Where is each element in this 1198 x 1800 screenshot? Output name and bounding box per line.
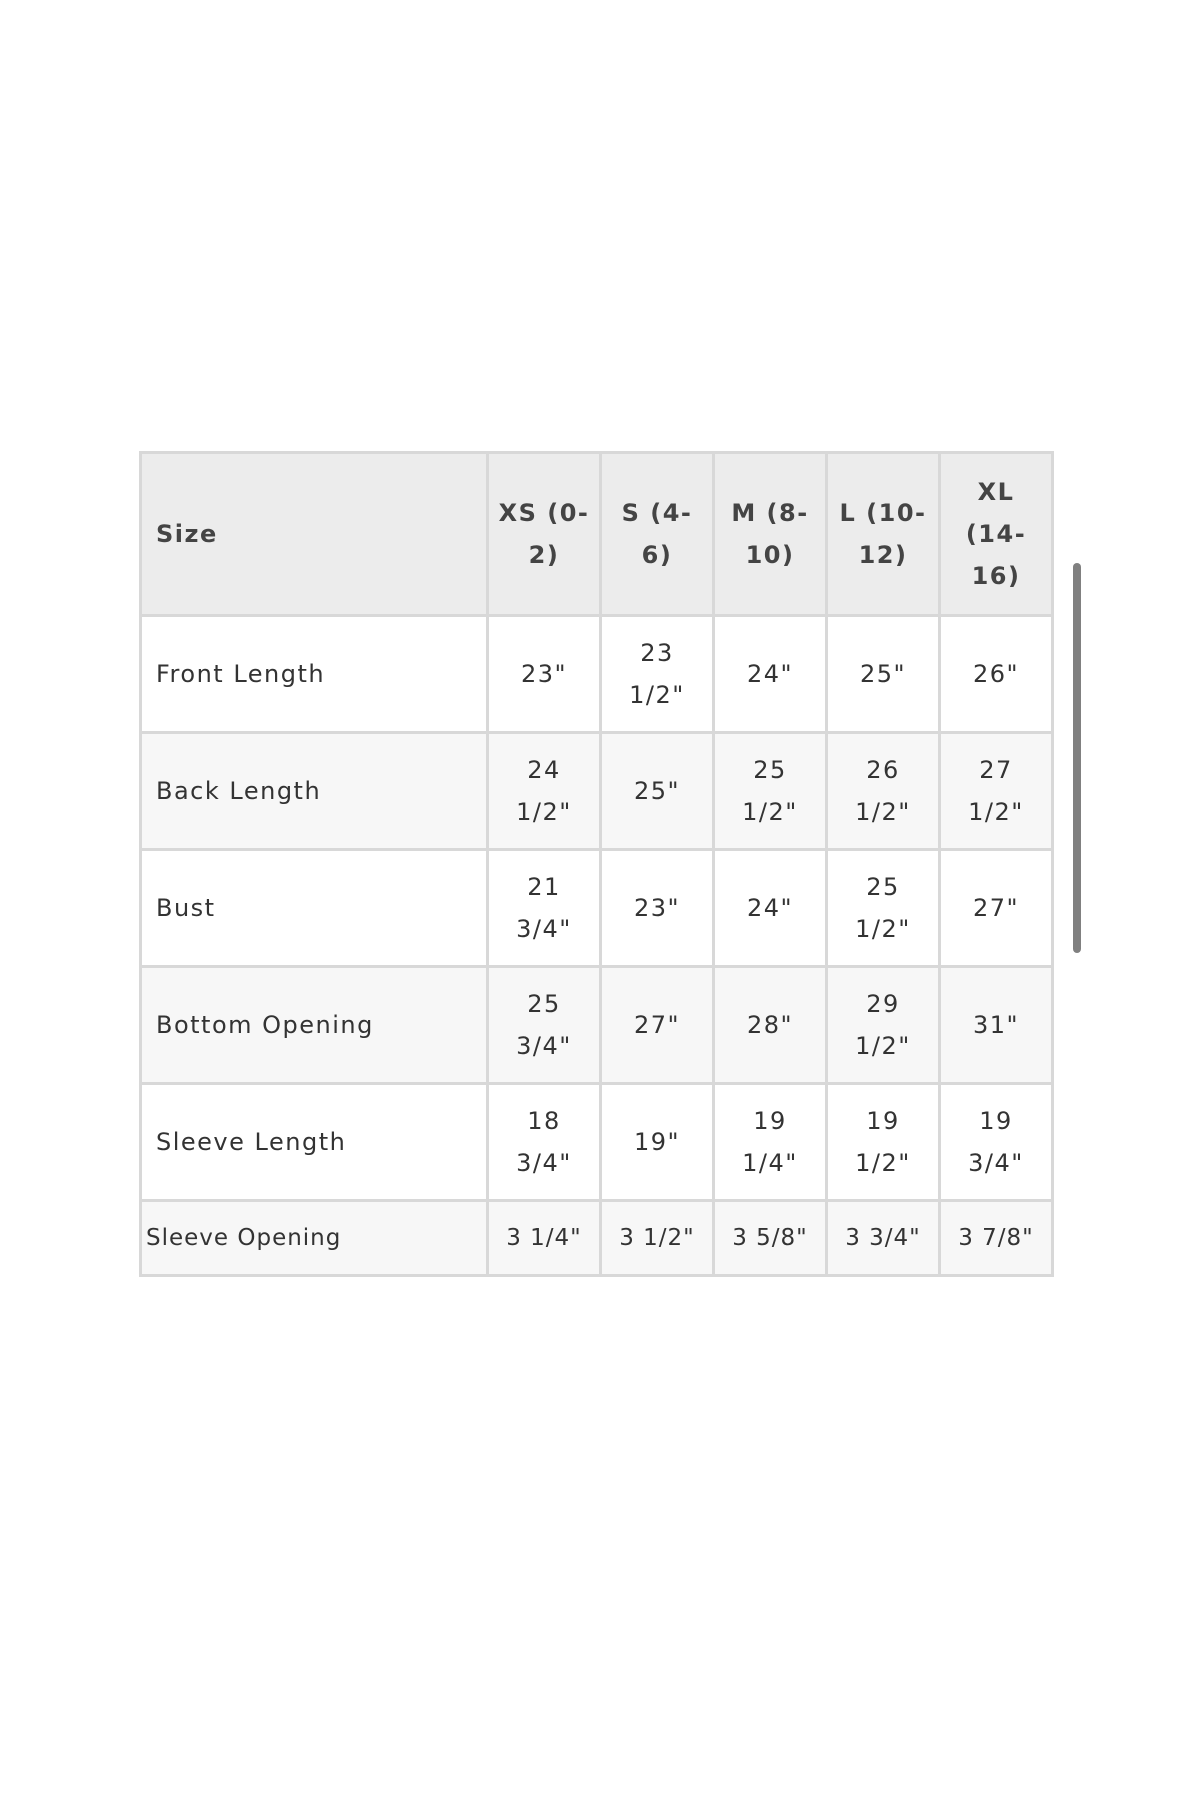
cell-value: 25 3/4" [488, 967, 601, 1084]
table-row [141, 850, 1053, 967]
cell-value: 27" [940, 850, 1053, 967]
cell-value: 23" [601, 850, 714, 967]
cell-value: 27" [601, 967, 714, 1084]
cell-value: 28" [714, 967, 827, 1084]
size-chart-container [139, 451, 1051, 1273]
cell-value: 27 1/2" [940, 733, 1053, 850]
cell-value: 25" [601, 733, 714, 850]
table-row [141, 616, 1053, 733]
cell-value: 31" [940, 967, 1053, 1084]
table-row [141, 1201, 1053, 1276]
cell-value: 24" [714, 616, 827, 733]
cell-value: 25 1/2" [827, 850, 940, 967]
row-label-sleeve-length: Sleeve Length [141, 1084, 488, 1201]
cell-value: 3 1/4" [488, 1201, 601, 1276]
cell-value: 3 5/8" [714, 1201, 827, 1276]
row-label-front-length: Front Length [141, 616, 488, 733]
header-size-l: L (10-12) [827, 453, 940, 616]
cell-value: 3 1/2" [601, 1201, 714, 1276]
header-size-m: M (8-10) [714, 453, 827, 616]
cell-value: 24" [714, 850, 827, 967]
cell-value: 19 1/4" [714, 1084, 827, 1201]
cell-value: 3 3/4" [827, 1201, 940, 1276]
size-chart-table [139, 451, 1054, 1277]
cell-value: 19 1/2" [827, 1084, 940, 1201]
cell-value: 24 1/2" [488, 733, 601, 850]
table-row [141, 1084, 1053, 1201]
cell-value: 23" [488, 616, 601, 733]
header-size-label: Size [141, 453, 488, 616]
row-label-sleeve-opening: Sleeve Opening [141, 1201, 488, 1276]
cell-value: 26 1/2" [827, 733, 940, 850]
vertical-scrollbar[interactable] [1073, 563, 1081, 953]
header-size-xl: XL (14-16) [940, 453, 1053, 616]
cell-value: 26" [940, 616, 1053, 733]
row-label-bust: Bust [141, 850, 488, 967]
cell-value: 18 3/4" [488, 1084, 601, 1201]
cell-value: 23 1/2" [601, 616, 714, 733]
cell-value: 29 1/2" [827, 967, 940, 1084]
table-row [141, 733, 1053, 850]
header-row [141, 453, 1053, 616]
cell-value: 21 3/4" [488, 850, 601, 967]
header-size-xs: XS (0-2) [488, 453, 601, 616]
header-size-s: S (4-6) [601, 453, 714, 616]
cell-value: 3 7/8" [940, 1201, 1053, 1276]
row-label-bottom-opening: Bottom Opening [141, 967, 488, 1084]
cell-value: 19 3/4" [940, 1084, 1053, 1201]
cell-value: 19" [601, 1084, 714, 1201]
cell-value: 25" [827, 616, 940, 733]
row-label-back-length: Back Length [141, 733, 488, 850]
table-row [141, 967, 1053, 1084]
cell-value: 25 1/2" [714, 733, 827, 850]
